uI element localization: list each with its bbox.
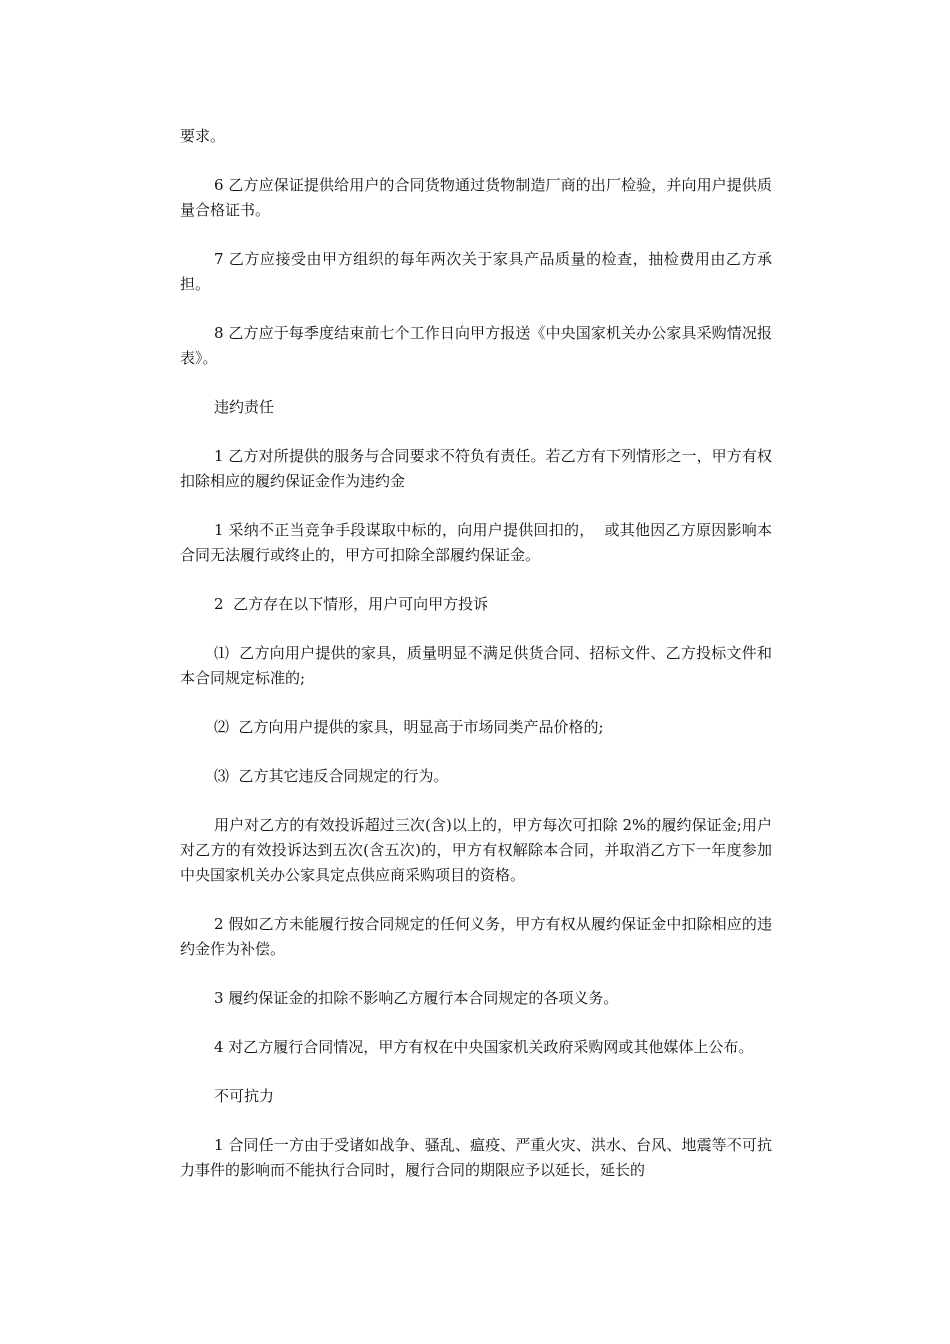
paragraph: 用户对乙方的有效投诉超过三次(含)以上的，甲方每次可扣除 2%的履约保证金;用户对乙方的有效投诉达到五次(含五次)的，甲方有权解除本合同，并取消乙方下一年度参加中央国家机关办公家具定点供应商采购项目的资格。 xyxy=(180,816,772,884)
list-item: ⑶ 乙方其它违反合同规定的行为。 xyxy=(214,767,449,785)
paragraph: 4 对乙方履行合同情况，甲方有权在中央国家机关政府采购网或其他媒体上公布。 xyxy=(214,1038,754,1056)
list-item: ⑴ 乙方向用户提供的家具，质量明显不满足供货合同、招标文件、乙方投标文件和本合同规定标准的; xyxy=(180,644,772,687)
paragraph: 1 合同任一方由于受诸如战争、骚乱、瘟疫、严重火灾、洪水、台风、地震等不可抗力事件的影响而不能执行合同时，履行合同的期限应予以延长，延长的 xyxy=(180,1136,772,1179)
paragraph: 2 假如乙方未能履行按合同规定的任何义务，甲方有权从履约保证金中扣除相应的违约金作为补偿。 xyxy=(180,915,772,958)
paragraph: 3 履约保证金的扣除不影响乙方履行本合同规定的各项义务。 xyxy=(214,989,619,1007)
paragraph: 1 乙方对所提供的服务与合同要求不符负有责任。若乙方有下列情形之一，甲方有权扣除相应的履约保证金作为违约金 xyxy=(180,447,772,490)
paragraph: 要求。 xyxy=(180,127,226,145)
list-item: ⑵ 乙方向用户提供的家具，明显高于市场同类产品价格的; xyxy=(214,718,604,736)
section-heading: 违约责任 xyxy=(214,398,275,416)
paragraph: 8 乙方应于每季度结束前七个工作日向甲方报送《中央国家机关办公家具采购情况报表》。 xyxy=(180,324,772,367)
paragraph: 7 乙方应接受由甲方组织的每年两次关于家具产品质量的检查，抽检费用由乙方承担。 xyxy=(180,250,772,293)
document-body xyxy=(180,124,772,1207)
paragraph: 6 乙方应保证提供给用户的合同货物通过货物制造厂商的出厂检验，并向用户提供质量合格证书。 xyxy=(180,176,772,219)
paragraph: 2 乙方存在以下情形，用户可向甲方投诉 xyxy=(214,595,489,613)
paragraph: 1 采纳不正当竞争手段谋取中标的，向用户提供回扣的， 或其他因乙方原因影响本合同无法履行或终止的，甲方可扣除全部履约保证金。 xyxy=(180,521,772,564)
section-heading: 不可抗力 xyxy=(214,1087,275,1105)
